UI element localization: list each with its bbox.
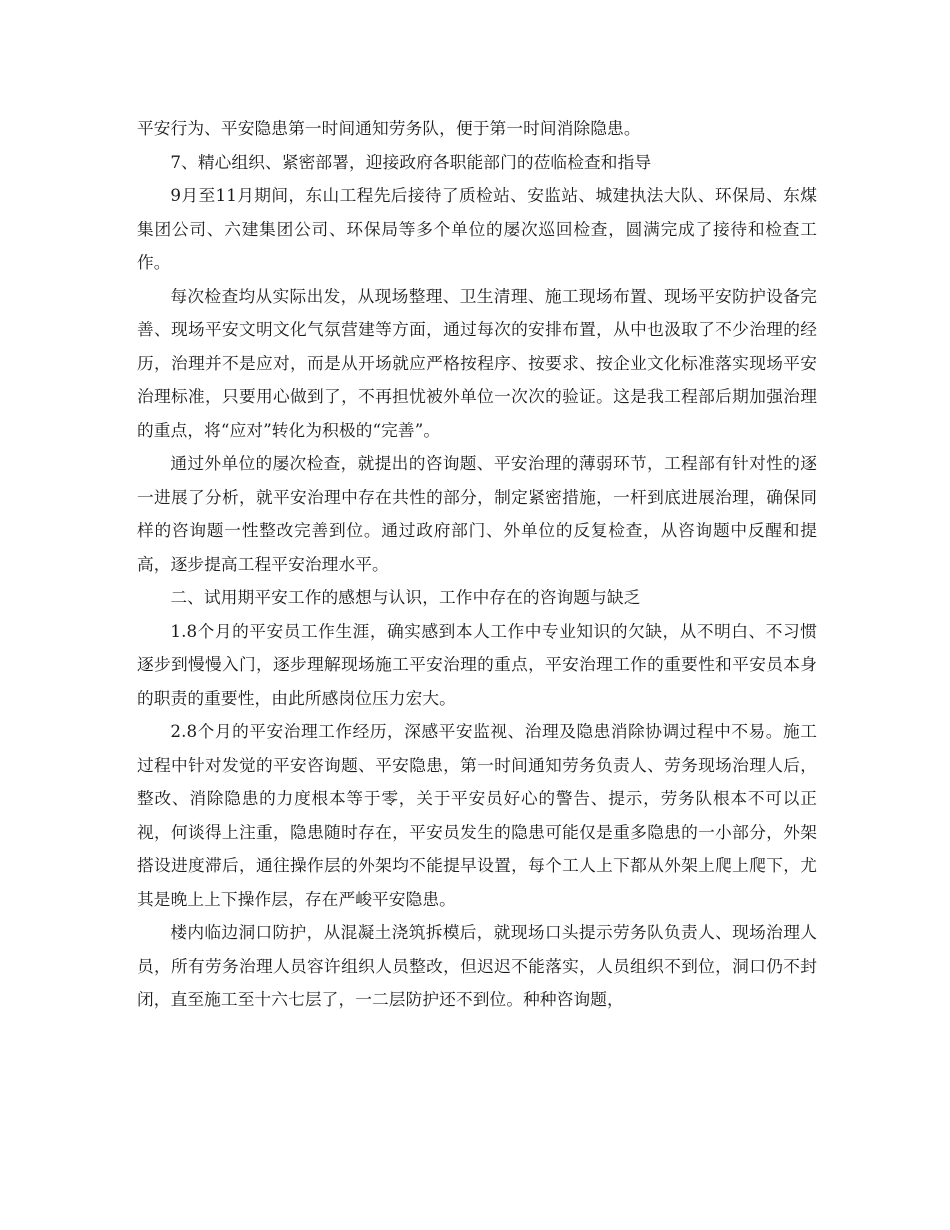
paragraph-openings-protection: 楼内临边洞口防护，从混凝土浇筑拆模后，就现场口头提示劳务队负责人、现场治理人员，所有劳务治理人员容许组织人员整改，但迟迟不能落实，人员组织不到位，洞口仍不封闭，直至施工至十六七层了，一二层防护还不到位。种种咨询题， bbox=[137, 922, 817, 1009]
paragraph-each-inspection: 每次检查均从实际出发，从现场整理、卫生清理、施工现场布置、现场平安防护设备完善、现场平安文明文化气氛营建等方面，通过每次的安排布置，从中也汲取了不少治理的经历，治理并不是应对，而是从开场就应严格按程序、按要求、按企业文化标准落实现场平安治理标准，只要用心做到了，不再担忧被外单位一次次的验证。这是我工程部后期加强治理的重点，将“应对”转化为积极的“完善”。 bbox=[137, 285, 817, 440]
section-heading-7: 7、精心组织、紧密部署，迎接政府各职能部门的莅临检查和指导 bbox=[170, 151, 652, 172]
paragraph-continuation: 平安行为、平安隐患第一时间通知劳务队，便于第一时间消除隐患。 bbox=[137, 118, 641, 138]
paragraph-external-inspection: 通过外单位的屡次检查，就提出的咨询题、平安治理的薄弱环节，工程部有针对性的逐一进展了分析，就平安治理中存在共性的部分，制定紧密措施，一杆到底进展治理，确保同样的咨询题一性整改完善到位。通过政府部门、外单位的反复检查，从咨询题中反醒和提高，逐步提高工程平安治理水平。 bbox=[137, 453, 817, 574]
document-body bbox=[137, 112, 817, 1017]
paragraph-item-2: 2.8个月的平安治理工作经历，深感平安监视、治理及隐患消除协调过程中不易。施工过程中针对发觉的平安咨询题、平安隐患，第一时间通知劳务负责人、劳务现场治理人后，整改、消除隐患的力度根本等于零，关于平安员好心的警告、提示，劳务队根本不可以正视，何谈得上注重，隐患随时存在，平安员发生的隐患可能仅是重多隐患的一小部分，外架搭设进度滞后，通往操作层的外架均不能提早设置，每个工人上下都从外架上爬上爬下，尤其是晚上上下操作层，存在严峻平安隐患。 bbox=[137, 721, 817, 909]
paragraph-item-1: 1.8个月的平安员工作生涯，确实感到本人工作中专业知识的欠缺，从不明白、不习惯逐步到慢慢入门，逐步理解现场施工平安治理的重点，平安治理工作的重要性和平安员本身的职责的重要性，由此所感岗位压力宏大。 bbox=[137, 620, 817, 708]
section-heading-2: 二、试用期平安工作的感想与认识，工作中存在的咨询题与缺乏 bbox=[170, 587, 641, 607]
paragraph-inspections: 9月至11月期间，东山工程先后接待了质检站、安监站、城建执法大队、环保局、东煤集团公司、六建集团公司、环保局等多个单位的屡次巡回检查，圆满完成了接待和检查工作。 bbox=[137, 185, 817, 272]
